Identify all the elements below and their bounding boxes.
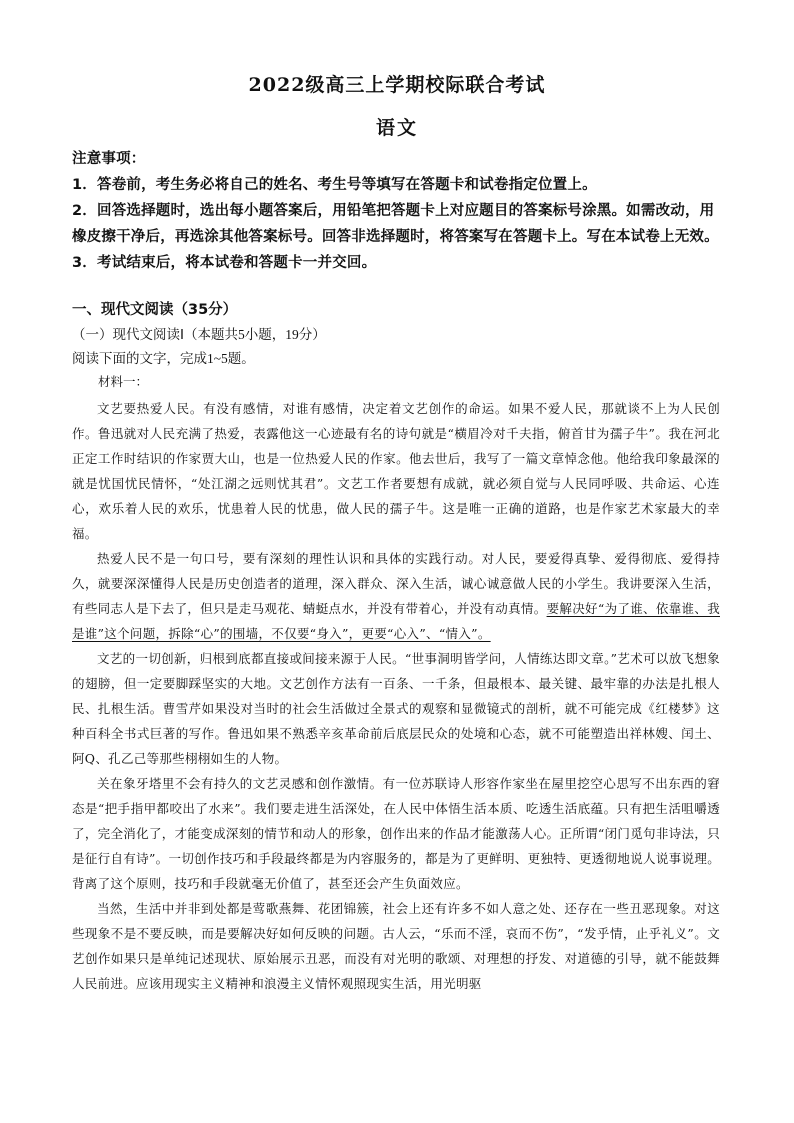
- notice-item-2: 2．回答选择题时，选出每小题答案后，用铅笔把答题卡上对应题目的答案标号涂黑。如需改动，用橡皮擦干净后，再选涂其他答案标号。回答非选择题时，将答案写在答题卡上。写在本试卷上无效。: [72, 203, 719, 245]
- notice-item-3: 3．考试结束后，将本试卷和答题卡一并交回。: [72, 255, 377, 271]
- underlined-sentence: 要解决好“为了谁、依靠谁、我是谁”这个问题，拆除“心”的围墙，不仅要“身入”，更要“心入”、“情入”。: [72, 601, 720, 641]
- paragraph-1: 文艺要热爱人民。有没有感情，对谁有感情，决定着文艺创作的命运。如果不爱人民，那就谈不上为人民创作。鲁迅就对人民充满了热爱，表露他这一心迹最有名的诗句就是“横眉冷对千夫指，俯首甘为孺子牛”。我在河北正定工作时结识的作家贾大山，也是一位热爱人民的作家。他去世后，我写了一篇文章悼念他。他给我印象最深的就是忧国忧民情怀，“处江湖之远则忧其君”。文艺工作者要想有成就，就必须自觉与人民同呼吸、共命运、心连心，欢乐着人民的欢乐，忧患着人民的忧患，做人民的孺子牛。这是唯一正确的道路，也是作家艺术家最大的幸福。: [72, 401, 720, 541]
- material-label: 材料一：: [98, 374, 149, 389]
- paragraph-2: [72, 546, 720, 646]
- notice-heading: 注意事项：: [72, 151, 146, 167]
- exam-title: 2022级高三上学期校际联合考试: [248, 74, 546, 96]
- notice-block: [72, 146, 722, 276]
- paragraph-5: 当然，生活中并非到处都是莺歌燕舞、花团锦簇，社会上还有许多不如人意之处、还存在一些丑恶现象。对这些现象不是不要反映，而是要解决好如何反映的问题。古人云，“乐而不淫，哀而不伤”，“发乎情，止乎礼义”。文艺创作如果只是单纯记述现状、原始展示丑恶，而没有对光明的歌颂、对理想的抒发、对道德的引导，就不能鼓舞人民前进。应该用现实主义精神和浪漫主义情怀观照现实生活，用光明驱: [72, 901, 720, 991]
- notice-item-1: 1．答卷前，考生务必将自己的姓名、考生号等填写在答题卡和试卷指定位置上。: [72, 177, 597, 193]
- paragraph-3: 文艺的一切创新，归根到底都直接或间接来源于人民。“世事洞明皆学问，人情练达即文章。”艺术可以放飞想象的翅膀，但一定要脚踩坚实的大地。文艺创作方法有一百条、一千条，但最根本、最关键、最牢靠的办法是扎根人民、扎根生活。曹雪芹如果没对当时的社会生活做过全景式的观察和显微镜式的剖析，就不可能完成《红楼梦》这种百科全书式巨著的写作。鲁迅如果不熟悉辛亥革命前后底层民众的处境和心态，就不可能塑造出祥林嫂、闰土、阿Q、孔乙己等那些栩栩如生的人物。: [72, 651, 720, 766]
- section-title: 一、现代文阅读（35分）: [72, 302, 238, 318]
- reading-passage: [72, 396, 720, 996]
- subject-title: 语文: [375, 117, 418, 139]
- reading-instruction: 阅读下面的文字，完成1~5题。: [72, 351, 255, 366]
- part-title: （一）现代文阅读Ⅰ（本题共5小题，19分）: [72, 327, 326, 342]
- paragraph-4: 关在象牙塔里不会有持久的文艺灵感和创作激情。有一位苏联诗人形容作家坐在屋里挖空心思写不出东西的窘态是“把手指甲都咬出了水来”。我们要走进生活深处，在人民中体悟生活本质、吃透生活底蕴。只有把生活咀嚼透了，完全消化了，才能变成深刻的情节和动人的形象，创作出来的作品才能激荡人心。正所谓“闭门觅句非诗法，只是征行自有诗”。一切创作技巧和手段最终都是为内容服务的，都是为了更鲜明、更独特、更透彻地说人说事说理。背离了这个原则，技巧和手段就毫无价值了，甚至还会产生负面效应。: [72, 776, 720, 891]
- paragraph-2-text: 热爱人民不是一句口号，要有深刻的理性认识和具体的实践行动。对人民，要爱得真挚、爱得彻底、爱得持久，就要深深懂得人民是历史创造者的道理，深入群众、深入生活，诚心诚意做人民的小学生。我讲要深入生活，有些同志人是下去了，但只是走马观花、蜻蜓点水，并没有带着心，并没有动真情。: [72, 551, 720, 616]
